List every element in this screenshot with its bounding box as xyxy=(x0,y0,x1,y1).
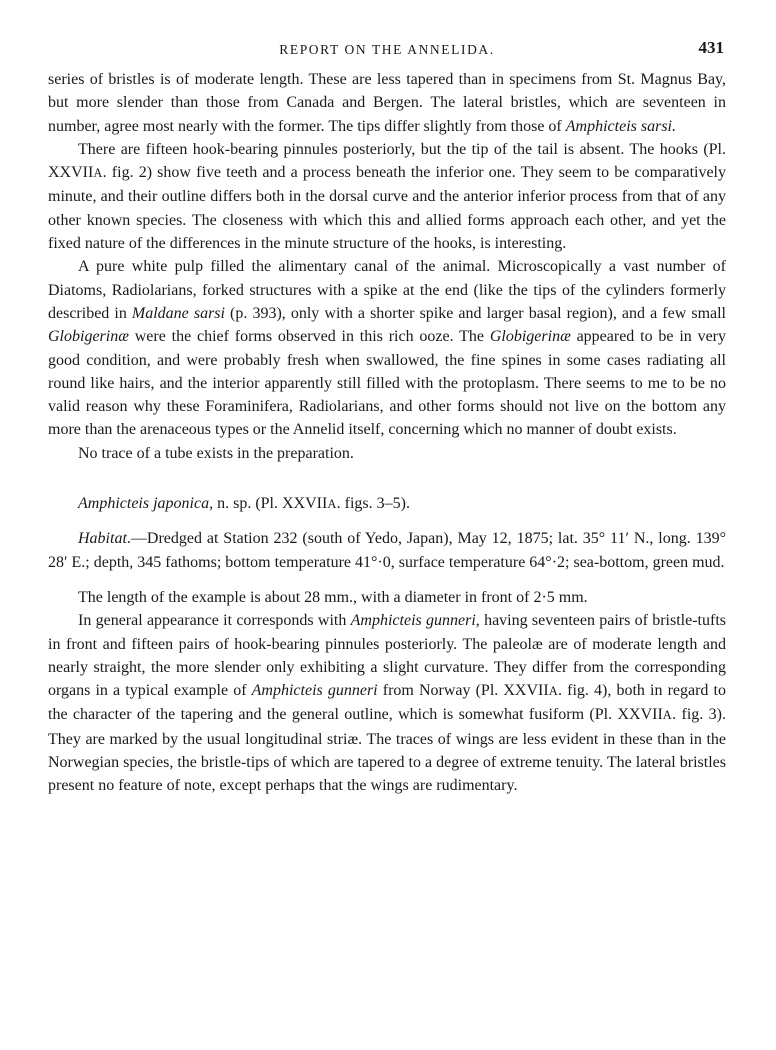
page xyxy=(48,38,726,798)
species-name: Amphicteis gunneri xyxy=(350,612,476,630)
paragraph-tube-note: No trace of a tube exists in the preparation. xyxy=(78,444,354,462)
paragraph-length: The length of the example is about 28 mm., with a diameter in front of 2·5 mm. xyxy=(78,588,588,606)
taxon-name: Globigerinæ xyxy=(48,328,129,346)
taxon-name: Globigerinæ xyxy=(489,328,571,346)
paragraph-bristles-continuation: series of bristles is of moderate length. These are less tapered than in specimens from St. Magnus Bay, but more slender than those from Canada and Bergen. The lateral bristles, which are seventeen in number, agree most nearly with the former. The tips differ slightly from those of Amphicteis sarsi. xyxy=(48,71,726,135)
species-title: Amphicteis japonica xyxy=(78,495,210,513)
paragraph-general-appearance: In general appearance it corresponds with Amphicteis gunneri, having seventeen pairs of bristle-tufts in front and fifteen pairs of hook-bearing pinnules posteriorly. The paleolæ are of moderate length and nearly straight, the more slender only exhibiting a slight curvature. They differ from the corresponding organs in a typical example of Amphicteis gunneri from Norway (Pl. XXVIIA. fig. 4), both in regard to the character of the tapering and the general outline, which is somewhat fusiform (Pl. XXVIIA. fig. 3). They are marked by the usual longitudinal striæ. The traces of wings are less evident in these than in the Norwegian species, the bristle-tips of which are tapered to a degree of extreme tenuity. The lateral bristles present no feature of note, except perhaps that the wings are rudimentary. xyxy=(48,612,727,795)
running-header xyxy=(48,38,726,68)
paragraph-habitat: Habitat.—Dredged at Station 232 (south of Yedo, Japan), May 12, 1875; lat. 35° 11′ N., long. 139° 28′ E.; depth, 345 fathoms; bottom temperature 41°·0, surface temperature 64°·2; sea-bottom, green mud. xyxy=(48,530,726,571)
paragraph-alimentary-canal: A pure white pulp filled the alimentary canal of the animal. Microscopically a vast number of Diatoms, Radiolarians, forked structures with a spike at the end (like the tips of the cylinders formerly described in Maldane sarsi (p. 393), only with a shorter spike and larger basal region), and a few small Globigerinæ were the chief forms observed in this rich ooze. The Globigerinæ appeared to be in very good condition, and were probably fresh when swallowed, the fine spines in some cases radiating all round like hairs, and the interior apparently still filled with the protoplasm. There seems to me to be no valid reason why these Foraminifera, Radiolarians, and other forms should not live on the bottom any more than the arenaceous types or the Annelid itself, concerning which no manner of doubt exists. xyxy=(48,258,727,439)
habitat-label: Habitat xyxy=(78,530,127,548)
running-title: REPORT ON THE ANNELIDA. xyxy=(279,42,495,57)
page-number: 431 xyxy=(698,38,724,57)
species-heading: Amphicteis japonica, n. sp. (Pl. XXVIIA. figs. 3–5). xyxy=(78,495,410,513)
species-name: Amphicteis sarsi. xyxy=(565,117,676,135)
species-name: Amphicteis gunneri xyxy=(251,682,378,700)
species-name: Maldane sarsi xyxy=(131,304,225,322)
paragraph-hooks: There are fifteen hook-bearing pinnules posteriorly, but the tip of the tail is absent. The hooks (Pl. XXVIIA. fig. 2) show five teeth and a process beneath the inferior one. They seem to be comparatively minute, and their outline differs both in the dorsal curve and the anterior inferior process from that of any other known species. The closeness with which this and allied forms approach each other, and yet the fixed nature of the differences in the minute structure of the hooks, is interesting. xyxy=(48,140,726,253)
